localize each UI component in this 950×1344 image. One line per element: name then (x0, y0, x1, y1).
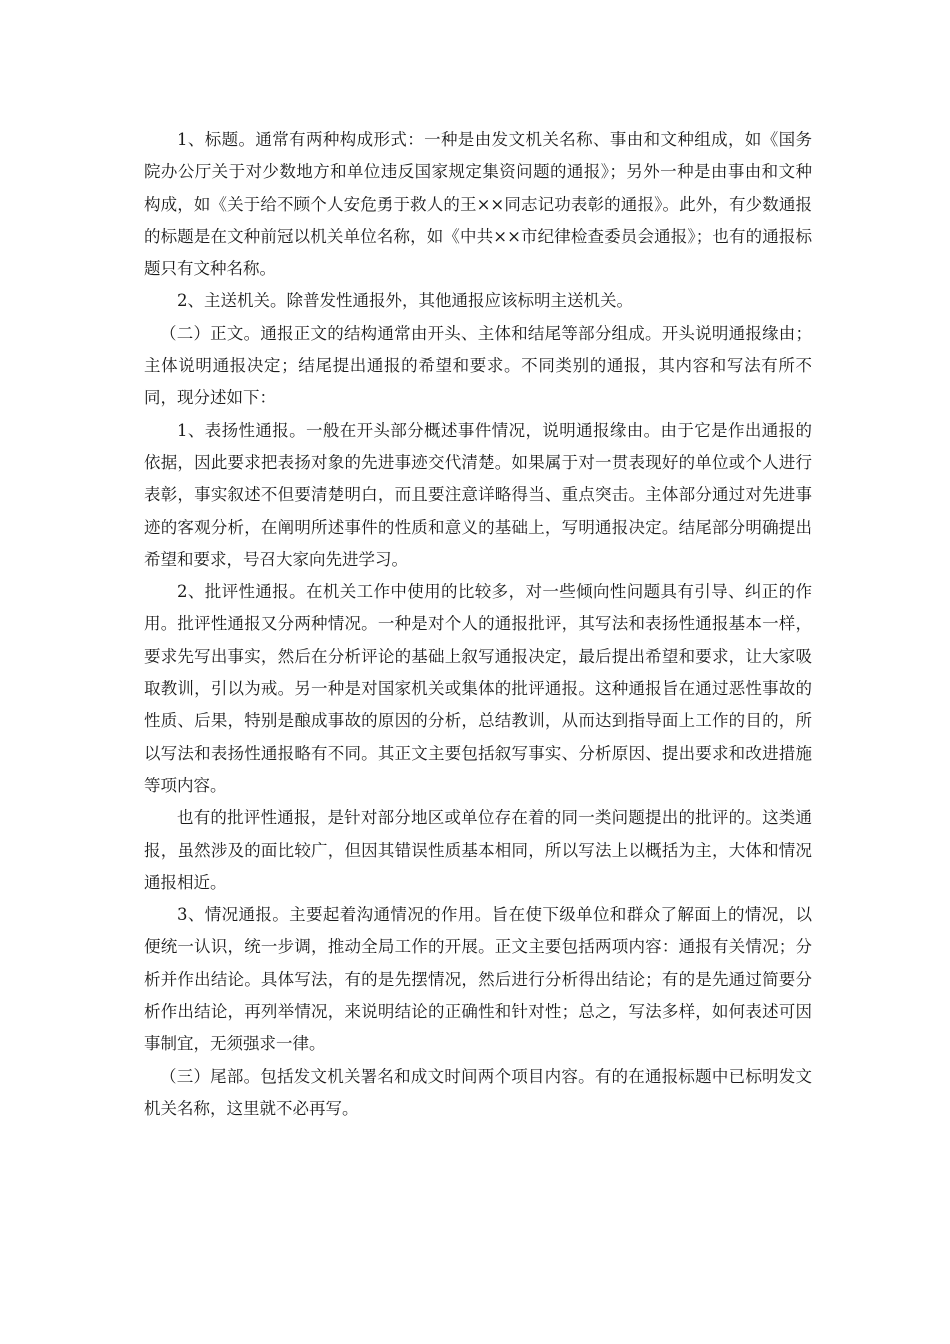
paragraph-ending-section: （三）尾部。包括发文机关署名和成文时间两个项目内容。有的在通报标题中已标明发文机关名称，这里就不必再写。 (144, 1066, 812, 1118)
paragraph-commendation-notice: 1、表扬性通报。一般在开头部分概述事件情况，说明通报缘由。由于它是作出通报的依据，因此要求把表扬对象的先进事迹交代清楚。如果属于对一贯表现好的单位或个人进行表彰，事实叙述不但要清楚明白，而且要注意详略得当、重点突击。主体部分通过对先进事迹的客观分析，在阐明所述事件的性质和意义的基础上，写明通报决定。结尾部分明确提出希望和要求，号召大家向先进学习。 (144, 420, 812, 569)
document-body (144, 124, 812, 1125)
paragraph-recipient-section: 2、主送机关。除普发性通报外，其他通报应该标明主送机关。 (177, 291, 633, 311)
paragraph-criticism-notice: 2、批评性通报。在机关工作中使用的比较多，对一些倾向性问题具有引导、纠正的作用。批评性通报又分两种情况。一种是对个人的通报批评，其写法和表扬性通报基本一样，要求先写出事实，然后在分析评论的基础上叙写通报决定，最后提出希望和要求，让大家吸取教训，引以为戒。另一种是对国家机关或集体的批评通报。这种通报旨在通过恶性事故的性质、后果，特别是酿成事故的原因的分析，总结教训，从而达到指导面上工作的目的，所以写法和表扬性通报略有不同。其正文主要包括叙写事实、分析原因、提出要求和改进措施等项内容。 (144, 582, 812, 795)
paragraph-title-section: 1、标题。通常有两种构成形式：一种是由发文机关名称、事由和文种组成，如《国务院办公厅关于对少数地方和单位违反国家规定集资问题的通报》；另外一种是由事由和文种构成，如《关于给不顾个人安危勇于救人的王××同志记功表彰的通报》。此外，有少数通报的标题是在文种前冠以机关单位名称，如《中共××市纪律检查委员会通报》；也有的通报标题只有文种名称。 (144, 130, 812, 279)
paragraph-situation-notice: 3、情况通报。主要起着沟通情况的作用。旨在使下级单位和群众了解面上的情况，以便统一认识，统一步调，推动全局工作的开展。正文主要包括两项内容：通报有关情况；分析并作出结论。具体写法，有的是先摆情况，然后进行分析得出结论；有的是先通过简要分析作出结论，再列举情况，来说明结论的正确性和针对性；总之，写法多样，如何表述可因事制宜，无须强求一律。 (144, 905, 812, 1054)
paragraph-body-section: （二）正文。通报正文的结构通常由开头、主体和结尾等部分组成。开头说明通报缘由；主体说明通报决定；结尾提出通报的希望和要求。不同类别的通报，其内容和写法有所不同，现分述如下： (144, 323, 812, 408)
paragraph-criticism-notice-extra: 也有的批评性通报，是针对部分地区或单位存在着的同一类问题提出的批评的。这类通报，虽然涉及的面比较广，但因其错误性质基本相同，所以写法上以概括为主，大体和情况通报相近。 (144, 808, 812, 892)
